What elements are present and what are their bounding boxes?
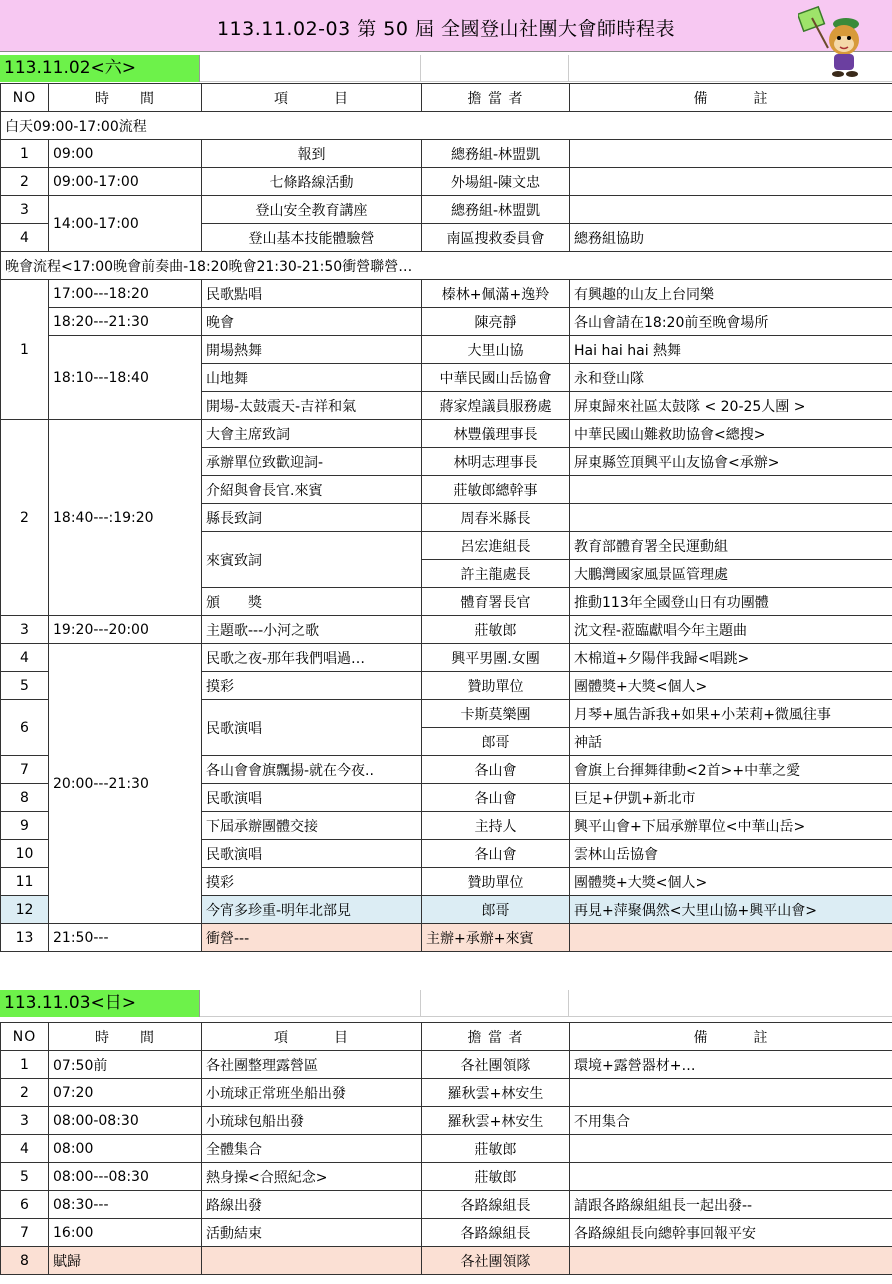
cell-note: 推動113年全國登山日有功團體 <box>570 588 892 616</box>
cell-item: 介紹與會長官.來賓 <box>202 476 422 504</box>
day2-label: 113.11.03<日> <box>0 990 200 1017</box>
cell-owner: 贊助單位 <box>422 672 570 700</box>
section-daytime: 白天09:00-17:00流程 <box>1 112 892 140</box>
cell-owner: 莊敏郎總幹事 <box>422 476 570 504</box>
cell-no: 3 <box>1 1107 49 1135</box>
cell-item: 開場熱舞 <box>202 336 422 364</box>
cell-no: 4 <box>1 224 49 252</box>
cell-item: 頒 獎 <box>202 588 422 616</box>
cell-note: Hai hai hai 熱舞 <box>570 336 892 364</box>
cell-owner: 莊敏郎 <box>422 616 570 644</box>
header-row <box>1 84 892 112</box>
cell-item: 登山安全教育講座 <box>202 196 422 224</box>
cell-note: 月琴+風告訴我+如果+小茉莉+微風往事 <box>570 700 892 728</box>
cell-no: 13 <box>1 924 49 952</box>
cell-no: 8 <box>1 1247 49 1275</box>
cell-owner: 林明志理事長 <box>422 448 570 476</box>
cell-note: 團體獎+大獎<個人> <box>570 868 892 896</box>
cell-owner: 贊助單位 <box>422 868 570 896</box>
cell-owner: 羅秋雲+林安生 <box>422 1079 570 1107</box>
cell-owner: 各路線組長 <box>422 1219 570 1247</box>
cell-note: 再見+萍聚偶然<大里山協+興平山會> <box>570 896 892 924</box>
cell-no: 3 <box>1 616 49 644</box>
cell-item: 縣長致詞 <box>202 504 422 532</box>
cell-note: 神話 <box>570 728 892 756</box>
cell-item <box>202 1247 422 1275</box>
cell-note <box>570 924 892 952</box>
section-row <box>1 252 892 280</box>
cell-time: 08:00 <box>49 1135 202 1163</box>
cell-item: 全體集合 <box>202 1135 422 1163</box>
header-no: NO <box>1 84 49 112</box>
cell-owner: 主持人 <box>422 812 570 840</box>
cell-note <box>570 1135 892 1163</box>
cell-time: 18:40---:19:20 <box>49 420 202 616</box>
cell-time: 20:00---21:30 <box>49 644 202 924</box>
day1-label-divider <box>200 55 892 82</box>
cell-owner: 榛林+佩滿+逸羚 <box>422 280 570 308</box>
cell-note: 屏東歸來社區太鼓隊 < 20-25人團 > <box>570 392 892 420</box>
cell-note <box>570 1247 892 1275</box>
cell-owner: 主辦+承辦+來賓 <box>422 924 570 952</box>
cell-no: 2 <box>1 168 49 196</box>
cell-item: 小琉球包船出發 <box>202 1107 422 1135</box>
title-bar <box>0 0 892 52</box>
cell-item: 來賓致詞 <box>202 532 422 588</box>
table-row <box>1 196 892 224</box>
table-row <box>1 1079 892 1107</box>
cell-no: 6 <box>1 700 49 756</box>
cell-note <box>570 504 892 532</box>
cell-owner: 郎哥 <box>422 896 570 924</box>
header-time: 時 間 <box>49 84 202 112</box>
cell-note <box>570 1163 892 1191</box>
cell-time: 07:50前 <box>49 1051 202 1079</box>
cell-no: 1 <box>1 140 49 168</box>
cell-item: 摸彩 <box>202 868 422 896</box>
cell-time: 07:20 <box>49 1079 202 1107</box>
cell-item: 報到 <box>202 140 422 168</box>
cell-item: 開場-太鼓震天-吉祥和氣 <box>202 392 422 420</box>
table-row <box>1 420 892 448</box>
cell-owner: 莊敏郎 <box>422 1135 570 1163</box>
cell-no: 7 <box>1 1219 49 1247</box>
cell-note: 永和登山隊 <box>570 364 892 392</box>
cell-owner: 大里山協 <box>422 336 570 364</box>
header-item: 項 目 <box>202 84 422 112</box>
table-row <box>1 616 892 644</box>
cell-note: 教育部體育署全民運動組 <box>570 532 892 560</box>
cell-owner: 體育署長官 <box>422 588 570 616</box>
cell-item: 民歌演唱 <box>202 700 422 756</box>
table-row <box>1 1219 892 1247</box>
header-note: 備 註 <box>570 1023 892 1051</box>
cell-owner: 各山會 <box>422 784 570 812</box>
cell-time: 17:00---18:20 <box>49 280 202 308</box>
cell-owner: 總務組-林盟凱 <box>422 140 570 168</box>
cell-no: 11 <box>1 868 49 896</box>
cell-time: 18:10---18:40 <box>49 336 202 420</box>
cell-owner: 許主龍處長 <box>422 560 570 588</box>
cell-time: 賦歸 <box>49 1247 202 1275</box>
cell-item: 承辦單位致歡迎詞- <box>202 448 422 476</box>
cell-note: 大鵬灣國家風景區管理處 <box>570 560 892 588</box>
cell-time: 08:30--- <box>49 1191 202 1219</box>
header-no: NO <box>1 1023 49 1051</box>
cell-no: 5 <box>1 1163 49 1191</box>
cell-no: 7 <box>1 756 49 784</box>
cell-note: 興平山會+下屆承辦單位<中華山岳> <box>570 812 892 840</box>
cell-note: 環境+露營器材+… <box>570 1051 892 1079</box>
header-item: 項 目 <box>202 1023 422 1051</box>
cell-note: 木棉道+夕陽伴我歸<唱跳> <box>570 644 892 672</box>
section-row <box>1 112 892 140</box>
table-row <box>1 1191 892 1219</box>
cell-no: 2 <box>1 420 49 616</box>
cell-item: 登山基本技能體驗營 <box>202 224 422 252</box>
cell-note <box>570 1079 892 1107</box>
cell-item: 民歌點唱 <box>202 280 422 308</box>
cell-item: 今宵多珍重-明年北部見 <box>202 896 422 924</box>
cell-owner: 南區搜救委員會 <box>422 224 570 252</box>
cell-owner: 各社團領隊 <box>422 1051 570 1079</box>
cell-note <box>570 140 892 168</box>
cell-item: 晚會 <box>202 308 422 336</box>
table-row <box>1 644 892 672</box>
cell-owner: 各山會 <box>422 756 570 784</box>
table-row <box>1 1051 892 1079</box>
header-row <box>1 1023 892 1051</box>
cell-no: 5 <box>1 672 49 700</box>
cell-time: 09:00 <box>49 140 202 168</box>
cell-owner: 莊敏郎 <box>422 1163 570 1191</box>
cell-owner: 總務組-林盟凱 <box>422 196 570 224</box>
cell-owner: 中華民國山岳協會 <box>422 364 570 392</box>
cell-item: 主題歌---小河之歌 <box>202 616 422 644</box>
table-row-highlighted <box>1 1247 892 1275</box>
cell-item: 各山會會旗飄揚-就在今夜.. <box>202 756 422 784</box>
cell-owner: 卡斯莫樂團 <box>422 700 570 728</box>
cell-time: 14:00-17:00 <box>49 196 202 252</box>
cell-item: 下屆承辦團體交接 <box>202 812 422 840</box>
cell-time: 08:00---08:30 <box>49 1163 202 1191</box>
cell-no: 6 <box>1 1191 49 1219</box>
cell-owner: 各路線組長 <box>422 1191 570 1219</box>
header-note: 備 註 <box>570 84 892 112</box>
day1-table <box>0 83 892 952</box>
cell-note: 沈文程-蒞臨獻唱今年主題曲 <box>570 616 892 644</box>
header-owner: 擔 當 者 <box>422 84 570 112</box>
cell-no: 2 <box>1 1079 49 1107</box>
cell-item: 各社團整理露營區 <box>202 1051 422 1079</box>
cell-item: 山地舞 <box>202 364 422 392</box>
cell-item: 大會主席致詞 <box>202 420 422 448</box>
section-night: 晚會流程<17:00晚會前奏曲-18:20晚會21:30-21:50衝營聯營… <box>1 252 892 280</box>
table-row <box>1 336 892 364</box>
cell-owner: 興平男團.女團 <box>422 644 570 672</box>
cell-note: 中華民國山難救助協會<總搜> <box>570 420 892 448</box>
table-row-highlighted <box>1 924 892 952</box>
cell-note: 屏東縣笠頂興平山友協會<承辦> <box>570 448 892 476</box>
cell-owner: 外場組-陳文忠 <box>422 168 570 196</box>
cell-no: 9 <box>1 812 49 840</box>
table-row <box>1 1135 892 1163</box>
cell-time: 19:20---20:00 <box>49 616 202 644</box>
cell-note <box>570 476 892 504</box>
cell-note: 各山會請在18:20前至晚會場所 <box>570 308 892 336</box>
cell-time: 09:00-17:00 <box>49 168 202 196</box>
cell-owner: 各社團領隊 <box>422 1247 570 1275</box>
cell-item: 民歌演唱 <box>202 840 422 868</box>
cell-time: 18:20---21:30 <box>49 308 202 336</box>
cell-item: 七條路線活動 <box>202 168 422 196</box>
cell-owner: 羅秋雲+林安生 <box>422 1107 570 1135</box>
cell-item: 路線出發 <box>202 1191 422 1219</box>
day2-label-divider <box>200 990 892 1017</box>
cell-note: 有興趣的山友上台同樂 <box>570 280 892 308</box>
cell-item: 民歌演唱 <box>202 784 422 812</box>
cell-no: 1 <box>1 280 49 420</box>
cell-no: 3 <box>1 196 49 224</box>
cell-note: 總務組協助 <box>570 224 892 252</box>
cell-note: 不用集合 <box>570 1107 892 1135</box>
page-title: 113.11.02-03 第 50 屆 全國登山社團大會師時程表 <box>216 18 676 40</box>
cell-owner: 呂宏進組長 <box>422 532 570 560</box>
table-row <box>1 308 892 336</box>
header-owner: 擔 當 者 <box>422 1023 570 1051</box>
cell-note: 會旗上台揮舞律動<2首>+中華之愛 <box>570 756 892 784</box>
cell-item: 活動結束 <box>202 1219 422 1247</box>
cell-no: 4 <box>1 644 49 672</box>
cell-owner: 周春米縣長 <box>422 504 570 532</box>
cell-note <box>570 168 892 196</box>
cell-time: 16:00 <box>49 1219 202 1247</box>
cell-owner: 郎哥 <box>422 728 570 756</box>
cell-note: 雲林山岳協會 <box>570 840 892 868</box>
cell-no: 1 <box>1 1051 49 1079</box>
cell-owner: 林豐儀理事長 <box>422 420 570 448</box>
cell-no: 8 <box>1 784 49 812</box>
cell-note: 各路線組長向總幹事回報平安 <box>570 1219 892 1247</box>
cell-no: 10 <box>1 840 49 868</box>
table-row <box>1 1107 892 1135</box>
day1-label: 113.11.02<六> <box>0 55 200 82</box>
cell-item: 民歌之夜-那年我們唱過… <box>202 644 422 672</box>
table-row <box>1 140 892 168</box>
cell-item: 摸彩 <box>202 672 422 700</box>
table-row <box>1 1163 892 1191</box>
cell-note: 團體獎+大獎<個人> <box>570 672 892 700</box>
cell-item: 小琉球正常班坐船出發 <box>202 1079 422 1107</box>
table-row <box>1 280 892 308</box>
table-row <box>1 168 892 196</box>
cell-note: 請跟各路線組組長一起出發-- <box>570 1191 892 1219</box>
cell-time: 08:00-08:30 <box>49 1107 202 1135</box>
cell-owner: 陳亮靜 <box>422 308 570 336</box>
cell-note: 巨足+伊凱+新北市 <box>570 784 892 812</box>
cell-owner: 蔣家煌議員服務處 <box>422 392 570 420</box>
header-time: 時 間 <box>49 1023 202 1051</box>
cell-item: 熱身操<合照紀念> <box>202 1163 422 1191</box>
cell-owner: 各山會 <box>422 840 570 868</box>
cell-item: 衝營--- <box>202 924 422 952</box>
cell-note <box>570 196 892 224</box>
day2-table <box>0 1022 892 1275</box>
cell-no: 12 <box>1 896 49 924</box>
cell-time: 21:50--- <box>49 924 202 952</box>
cell-no: 4 <box>1 1135 49 1163</box>
